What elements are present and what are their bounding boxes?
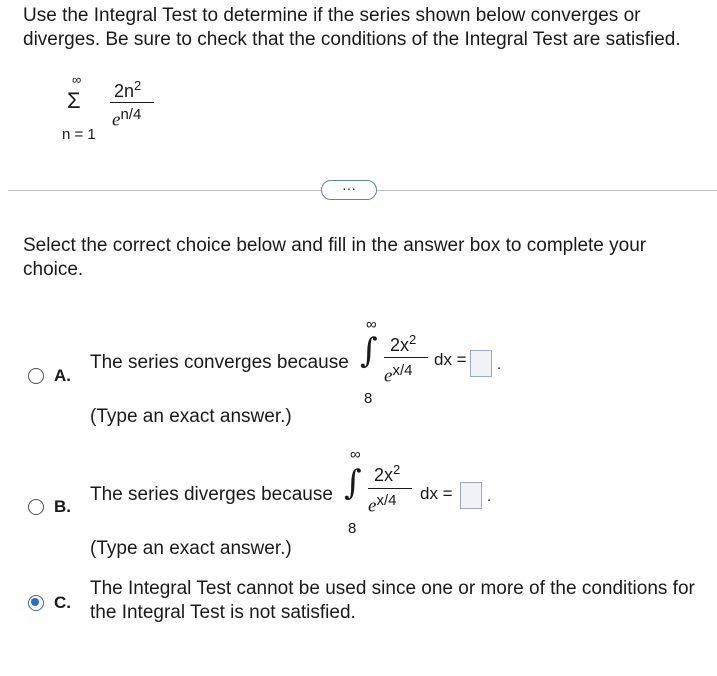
sigma-symbol: Σ (67, 88, 81, 113)
option-a-text: The series converges because (90, 352, 349, 373)
series-upper-limit: ∞ (72, 72, 82, 87)
option-b-hint: (Type an exact answer.) (90, 538, 292, 559)
question-line-2: diverges. Be sure to check that the conditions of the Integral Test are satisfied. (23, 29, 681, 50)
option-c-text (90, 577, 695, 625)
option-b-radio[interactable] (28, 499, 44, 515)
option-b-answer-box[interactable] (460, 482, 482, 509)
option-b-text: The series diverges because (90, 484, 333, 505)
option-b-letter: B. (54, 497, 71, 516)
option-c-line-1: The Integral Test cannot be used since one or more of the conditions for (90, 578, 695, 599)
option-a-radio[interactable] (28, 368, 44, 384)
question-line-1: Use the Integral Test to determine if the series shown below converges or (23, 5, 641, 26)
option-c-radio[interactable] (28, 595, 44, 611)
integral-fraction-bar (368, 488, 412, 489)
integral-denominator: ex/4 (368, 492, 397, 517)
integral-numerator: $2x^2$ (390, 332, 417, 355)
instruction-line-1: Select the correct choice below and fill in the answer box to complete your (23, 235, 647, 256)
option-c-line-2: the Integral Test is not satisfied. (90, 602, 356, 623)
series-fraction-bar (110, 102, 154, 103)
integral-dx-label: dx = (434, 350, 467, 369)
series-lower-limit: n = 1 (62, 126, 96, 143)
integral-lower-limit: 8 (364, 390, 373, 407)
integral-upper-limit: ∞ (350, 446, 361, 463)
option-b-period: . (487, 488, 492, 505)
instruction-text (23, 234, 703, 282)
series-numerator: $2n^2$ (114, 78, 142, 101)
integral-sign: ∫ (344, 463, 362, 503)
integral-sign: ∫ (360, 331, 378, 371)
integral-lower-limit: 8 (348, 520, 357, 537)
integral-dx-label: dx = (420, 484, 453, 503)
integral-fraction-bar (384, 357, 428, 358)
option-a-period: . (497, 356, 502, 373)
option-a-answer-box[interactable] (470, 350, 492, 377)
question-text (23, 4, 713, 52)
option-a-hint: (Type an exact answer.) (90, 406, 292, 427)
option-a-letter: A. (54, 366, 71, 385)
integral-numerator: $2x^2$ (374, 462, 401, 485)
integral-denominator: ex/4 (384, 362, 413, 387)
integral-upper-limit: ∞ (366, 316, 377, 333)
option-c-letter: C. (54, 593, 71, 612)
series-expression (58, 70, 168, 150)
instruction-line-2: choice. (23, 259, 84, 280)
series-denominator: en/4 (112, 106, 142, 131)
more-button[interactable]: ··· (321, 180, 377, 200)
